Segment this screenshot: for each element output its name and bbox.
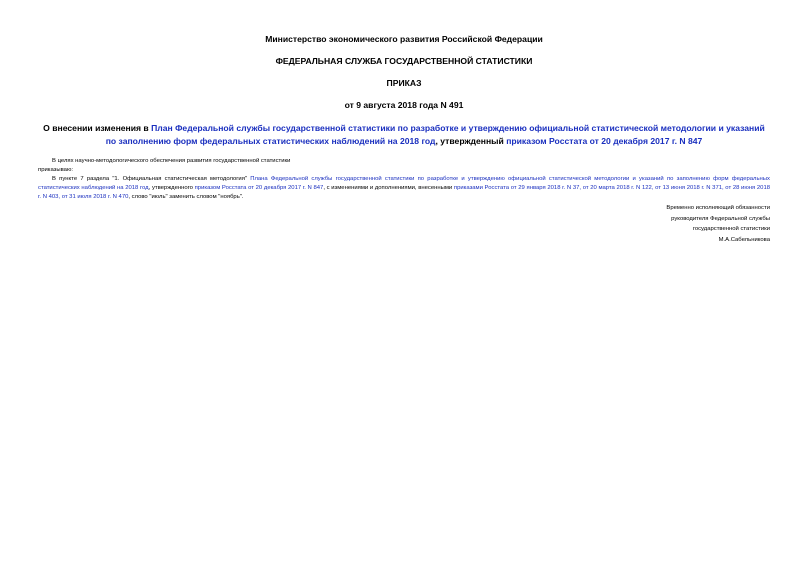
main-paragraph: [38, 175, 770, 202]
main-text-part2: , утвержденного: [148, 185, 195, 191]
order-kind: ПРИКАЗ: [386, 78, 422, 88]
order-word: приказываю:: [38, 167, 74, 173]
title-order-link[interactable]: приказом Росстата от 20 декабря 2017 г. N 847: [506, 135, 703, 146]
main-text-part4: , слово "июль" заменить словом "ноябрь".: [128, 194, 244, 200]
main-text-part3: , с изменениями и дополнениями, внесенными: [323, 185, 454, 191]
order-date: от 9 августа 2018 года N 491: [344, 100, 464, 110]
main-text-part1: В пункте 7 раздела "1. Официальная статистическая методология": [52, 176, 251, 182]
service-name: ФЕДЕРАЛЬНАЯ СЛУЖБА ГОСУДАРСТВЕННОЙ СТАТИСТИКИ: [275, 56, 533, 66]
ministry-name: Министерство экономического развития Российской Федерации: [265, 34, 543, 44]
signature-line-3: государственной статистики: [692, 226, 770, 232]
main-amend-link[interactable]: приказами Росстата от 29 января 2018 г. N 37, от 20 марта 2018 г. N 122, от 13 июня 2018 г. N 371, от 28 июня 2018 г. N 403, от 31 июля 2018 г. N 470: [38, 185, 770, 200]
main-order-link[interactable]: приказом Росстата от 20 декабря 2017 г. N 847: [194, 185, 324, 191]
signature-line-1: Временно исполняющий обязанности: [666, 205, 770, 211]
document-page: [38, 34, 770, 245]
document-title: [38, 122, 770, 147]
purpose-paragraph: В целях научно-методологического обеспечения развития государственной статистики: [52, 158, 291, 164]
title-prefix: О внесении изменения в: [43, 123, 152, 133]
signature-block: [38, 203, 770, 245]
title-middle: , утвержденный: [435, 135, 507, 146]
main-plan-link[interactable]: Плана Федеральной службы государственной статистики по разработке и утверждению официальной статистической методологии и указаний по заполнению форм федеральных статистических наблюдений на 2018 год: [38, 176, 770, 191]
title-plan-link[interactable]: План Федеральной службы государственной статистики по разработке и утверждению официальной статистической методологии и указаний по заполнению форм федеральных статистических наблюдений на 2018 год: [105, 123, 765, 146]
signature-name: М.А.Сабельникова: [718, 236, 770, 243]
signature-line-2: руководителя Федеральной службы: [671, 215, 770, 222]
